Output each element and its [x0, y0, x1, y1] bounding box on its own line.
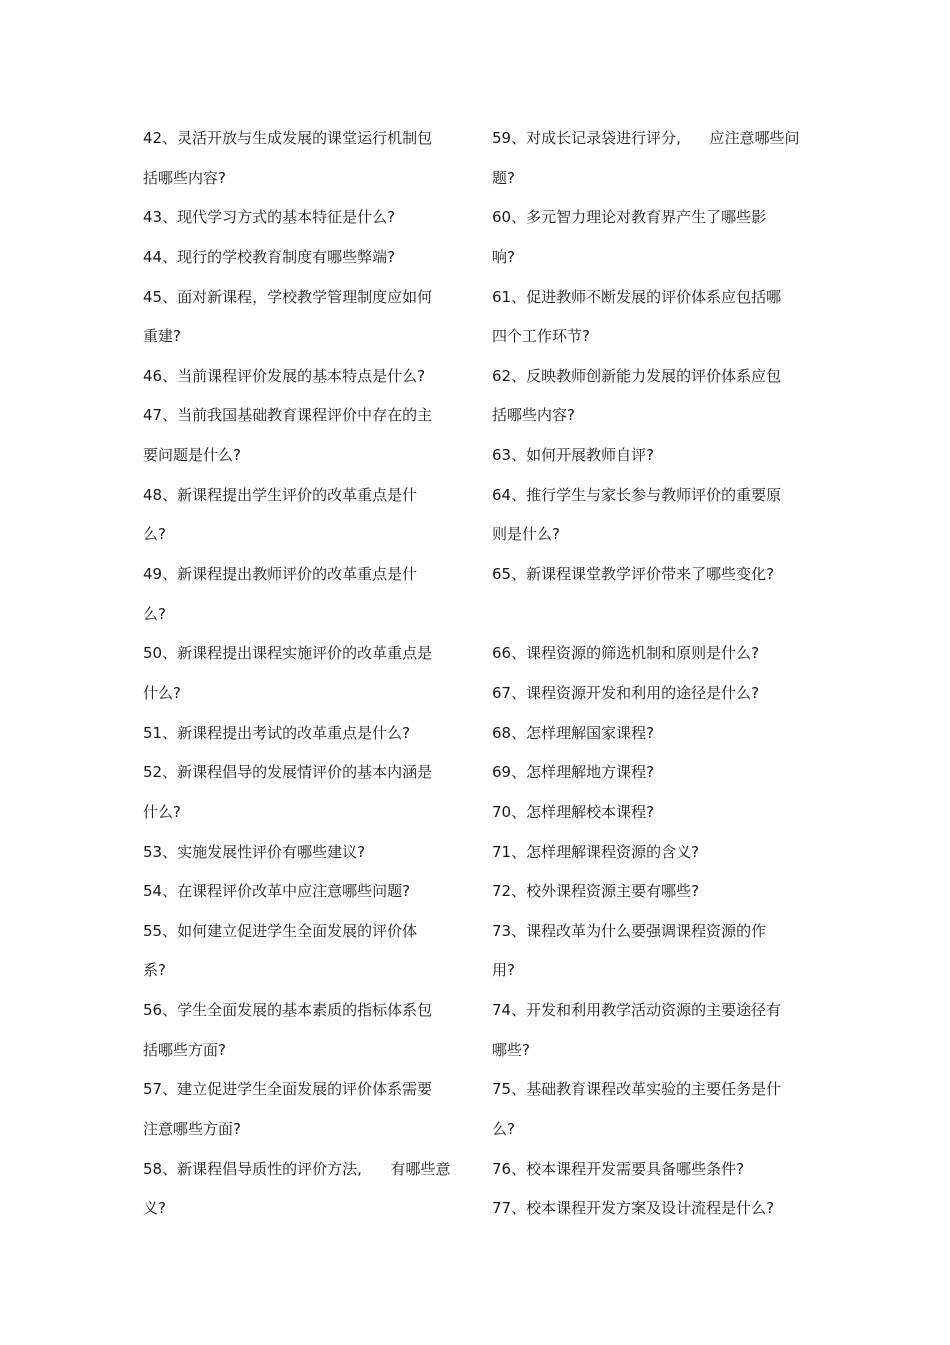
question-line: 61、促进教师不断发展的评价体系应包括哪: [492, 287, 782, 306]
question-line: 66、课程资源的筛选机制和原则是什么?: [492, 644, 760, 663]
question-line: 哪些?: [492, 1040, 530, 1059]
question-line: 77、校本课程开发方案及设计流程是什么?: [492, 1199, 775, 1218]
question-line: 75、基础教育课程改革实验的主要任务是什: [492, 1080, 782, 1099]
question-line: 题?: [492, 168, 515, 187]
question-line: 四个工作环节?: [492, 327, 590, 346]
question-line: 51、新课程提出考试的改革重点是什么?: [143, 723, 411, 742]
question-line: 70、怎样理解校本课程?: [492, 802, 655, 821]
question-line: 括哪些方面?: [143, 1040, 226, 1059]
question-line: 要问题是什么?: [143, 446, 241, 465]
question-line: 69、怎样理解地方课程?: [492, 763, 655, 782]
question-line: 76、校本课程开发需要具备哪些条件?: [492, 1159, 745, 1178]
question-line: 么?: [143, 525, 166, 544]
question-line: 则是什么?: [492, 525, 560, 544]
question-line: 72、校外课程资源主要有哪些?: [492, 882, 700, 901]
question-line: 什么?: [143, 683, 181, 702]
question-line: 54、在课程评价改革中应注意哪些问题?: [143, 882, 411, 901]
question-line: 44、现行的学校教育制度有哪些弊端?: [143, 247, 396, 266]
question-line: 58、新课程倡导质性的评价方法, 有哪些意: [143, 1159, 451, 1178]
question-line: 响?: [492, 247, 515, 266]
question-line: 义?: [143, 1199, 166, 1218]
question-line: 什么?: [143, 802, 181, 821]
question-line: 49、新课程提出教师评价的改革重点是什: [143, 565, 418, 584]
left-question-column: [143, 119, 458, 1229]
question-line: 50、新课程提出课程实施评价的改革重点是: [143, 644, 433, 663]
question-line: 46、当前课程评价发展的基本特点是什么?: [143, 366, 426, 385]
question-line: 用?: [492, 961, 515, 980]
question-line: 45、面对新课程，学校教学管理制度应如何: [143, 287, 433, 306]
question-line: 73、课程改革为什么要强调课程资源的作: [492, 921, 767, 940]
blank-line: [492, 595, 802, 635]
question-line: 59、对成长记录袋进行评分, 应注意哪些问: [492, 129, 800, 147]
question-line: 注意哪些方面?: [143, 1120, 241, 1139]
question-line: 42、灵活开放与生成发展的课堂运行机制包: [143, 129, 433, 147]
question-line: 55、如何建立促进学生全面发展的评价体: [143, 921, 418, 940]
question-line: 系?: [143, 961, 166, 980]
question-line: 67、课程资源开发和利用的途径是什么?: [492, 683, 760, 702]
question-line: 71、怎样理解课程资源的含义?: [492, 842, 700, 861]
question-line: 62、反映教师创新能力发展的评价体系应包: [492, 366, 782, 385]
question-line: 63、如何开展教师自评?: [492, 446, 655, 465]
question-line: 47、当前我国基础教育课程评价中存在的主: [143, 406, 433, 425]
question-line: 52、新课程倡导的发展情评价的基本内涵是: [143, 763, 433, 782]
question-line: 么?: [143, 604, 166, 623]
question-line: 48、新课程提出学生评价的改革重点是什: [143, 485, 418, 504]
question-line: 65、新课程课堂教学评价带来了哪些变化?: [492, 565, 775, 584]
question-line: 64、推行学生与家长参与教师评价的重要原: [492, 485, 782, 504]
question-line: 括哪些内容?: [492, 406, 575, 425]
question-line: 么?: [492, 1120, 515, 1139]
question-line: 57、建立促进学生全面发展的评价体系需要: [143, 1080, 433, 1099]
question-line: 56、学生全面发展的基本素质的指标体系包: [143, 1001, 433, 1020]
question-line: 74、开发和利用教学活动资源的主要途径有: [492, 1001, 782, 1020]
question-line: 重建?: [143, 327, 181, 346]
question-line: 68、怎样理解国家课程?: [492, 723, 655, 742]
question-line: 43、现代学习方式的基本特征是什么?: [143, 208, 396, 227]
question-line: 60、多元智力理论对教育界产生了哪些影: [492, 208, 767, 227]
question-line: 括哪些内容?: [143, 168, 226, 187]
question-line: 53、实施发展性评价有哪些建议?: [143, 842, 366, 861]
right-question-column: [492, 119, 802, 1229]
